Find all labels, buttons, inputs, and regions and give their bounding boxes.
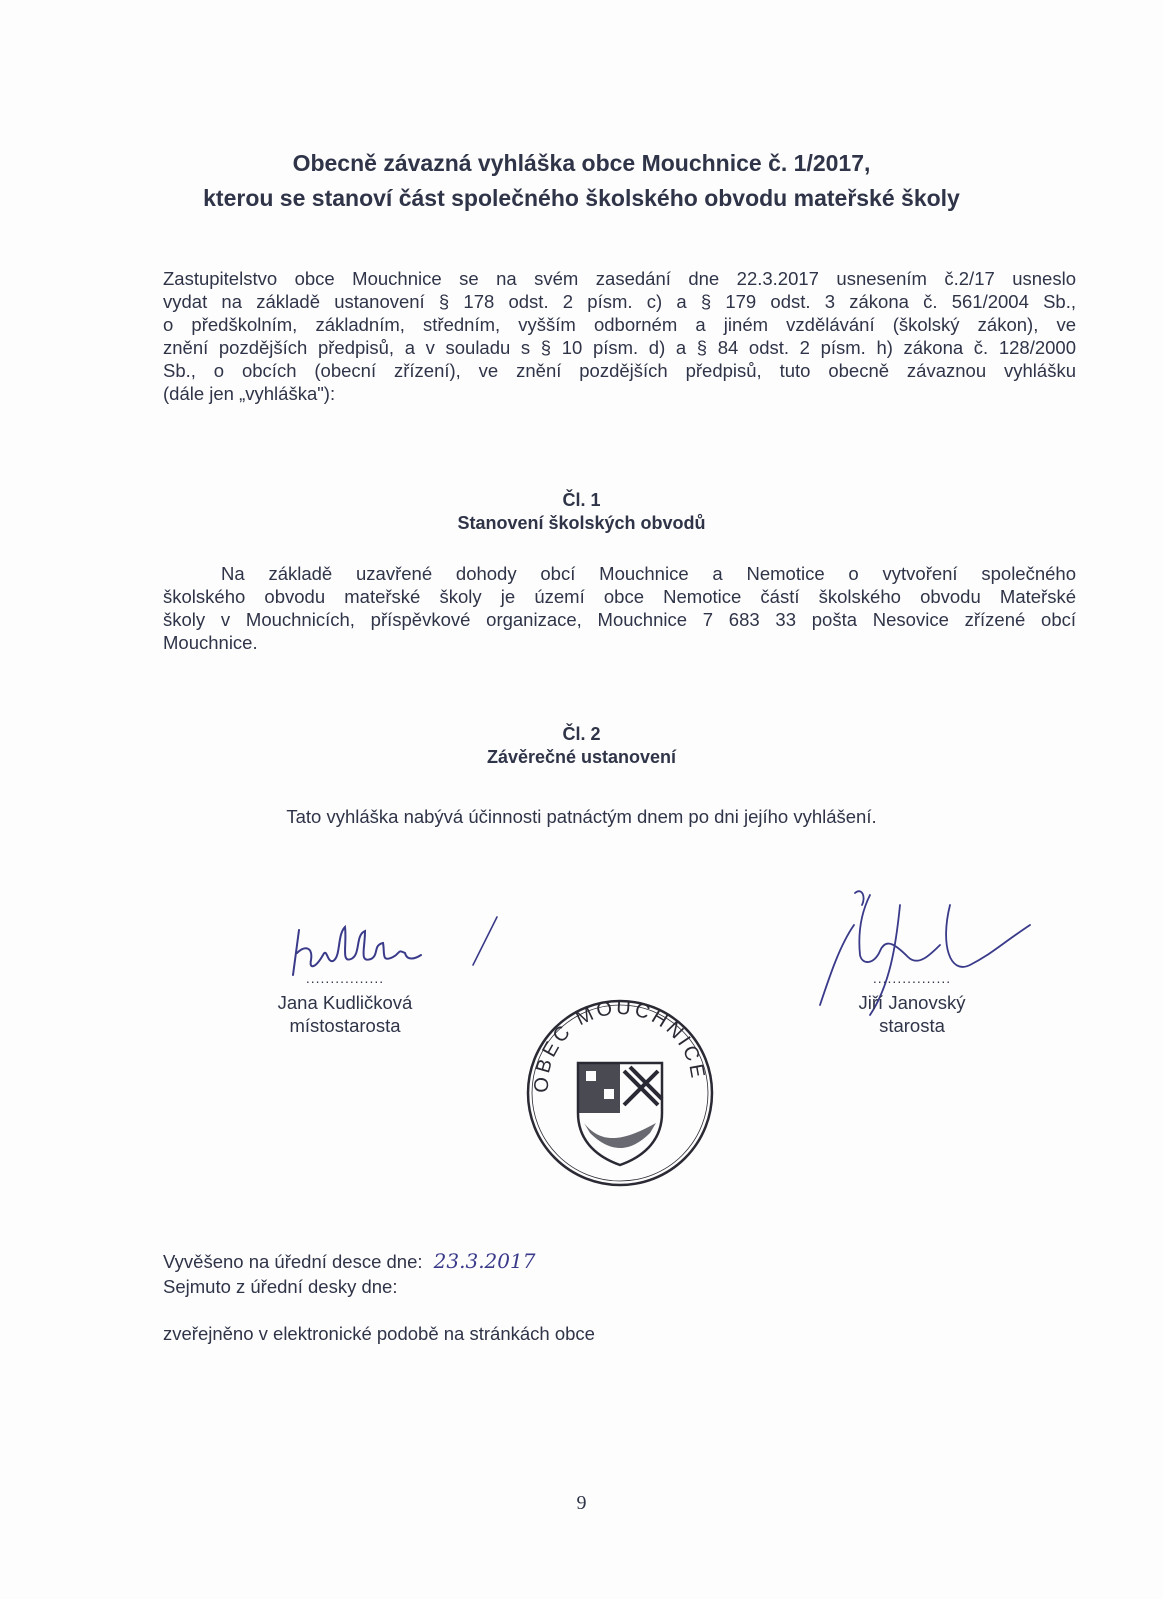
left-signature-block (255, 970, 435, 1037)
intro-line: (dále jen „vyhláška"): (163, 383, 336, 404)
article-1-line: školského obvodu mateřské školy je území obce Nemotice částí školského obvodu Mateřské (163, 586, 1076, 607)
removed-line: Sejmuto z úřední desky dne: (163, 1276, 398, 1297)
right-signer-name: Jiří Janovský (858, 992, 966, 1013)
article-1-line: školy v Mouchnicích, příspěvkové organizace, Mouchnice 7 683 33 pošta Nesovice zřízené obcí (163, 609, 1076, 630)
article-1-paragraph (163, 562, 1076, 654)
article-1-heading: Stanovení školských obvodů (457, 513, 706, 533)
municipal-stamp (520, 993, 720, 1193)
posted-label: Vyvěšeno na úřední desce dne: (163, 1251, 423, 1272)
intro-line: o předškolním, základním, středním, vyšším odborném a jiném vzdělávání (školský zákon), ve (163, 314, 1076, 335)
article-2-number: Čl. 2 (562, 724, 601, 744)
intro-line: Sb., o obcích (obecní zřízení), ve znění pozdějších předpisů, tuto obecně závaznou vyhlášku (163, 360, 1076, 381)
article-2-heading: Závěrečné ustanovení (486, 747, 677, 767)
published-note: zveřejněno v elektronické podobě na stránkách obce (163, 1323, 595, 1344)
page-number: 9 (576, 1492, 587, 1514)
article-1-line: Na základě uzavřené dohody obcí Mouchnice a Nemotice o vytvoření společného (221, 563, 1076, 584)
signature-dots: ................ (305, 970, 385, 986)
left-signer-role: místostarosta (289, 1015, 401, 1036)
signature-dots: ................ (872, 970, 952, 986)
posted-line (163, 1250, 535, 1273)
document-title-line-1: Obecně závazná vyhláška obce Mouchnice č. 1/2017, (292, 150, 871, 176)
svg-text:OBEC MOUCHNICE: OBEC MOUCHNICE (530, 996, 710, 1094)
intro-line: Zastupitelstvo obce Mouchnice se na svém zasedání dne 22.3.2017 usnesením č.2/17 usneslo (163, 268, 1076, 289)
left-signer-name: Jana Kudličková (277, 992, 413, 1013)
intro-paragraph (163, 267, 1076, 405)
posted-date: 23.3.2017 (433, 1249, 536, 1273)
article-1-number: Čl. 1 (562, 490, 601, 510)
intro-line: vydat na základě ustanovení § 178 odst. 2 písm. c) a § 179 odst. 3 zákona č. 561/2004 Sb., (163, 291, 1076, 312)
article-1-line: Mouchnice. (163, 632, 258, 653)
right-signature-block (832, 970, 992, 1037)
article-2-text: Tato vyhláška nabývá účinnosti patnáctým dnem po dni jejího vyhlášení. (286, 806, 877, 827)
intro-line: znění pozdějších předpisů, a v souladu s § 10 písm. d) a § 84 odst. 2 písm. h) zákona č. 128/2000 (163, 337, 1076, 358)
right-signer-role: starosta (879, 1015, 945, 1036)
document-title-line-2: kterou se stanoví část společného školského obvodu mateřské školy (203, 185, 960, 211)
